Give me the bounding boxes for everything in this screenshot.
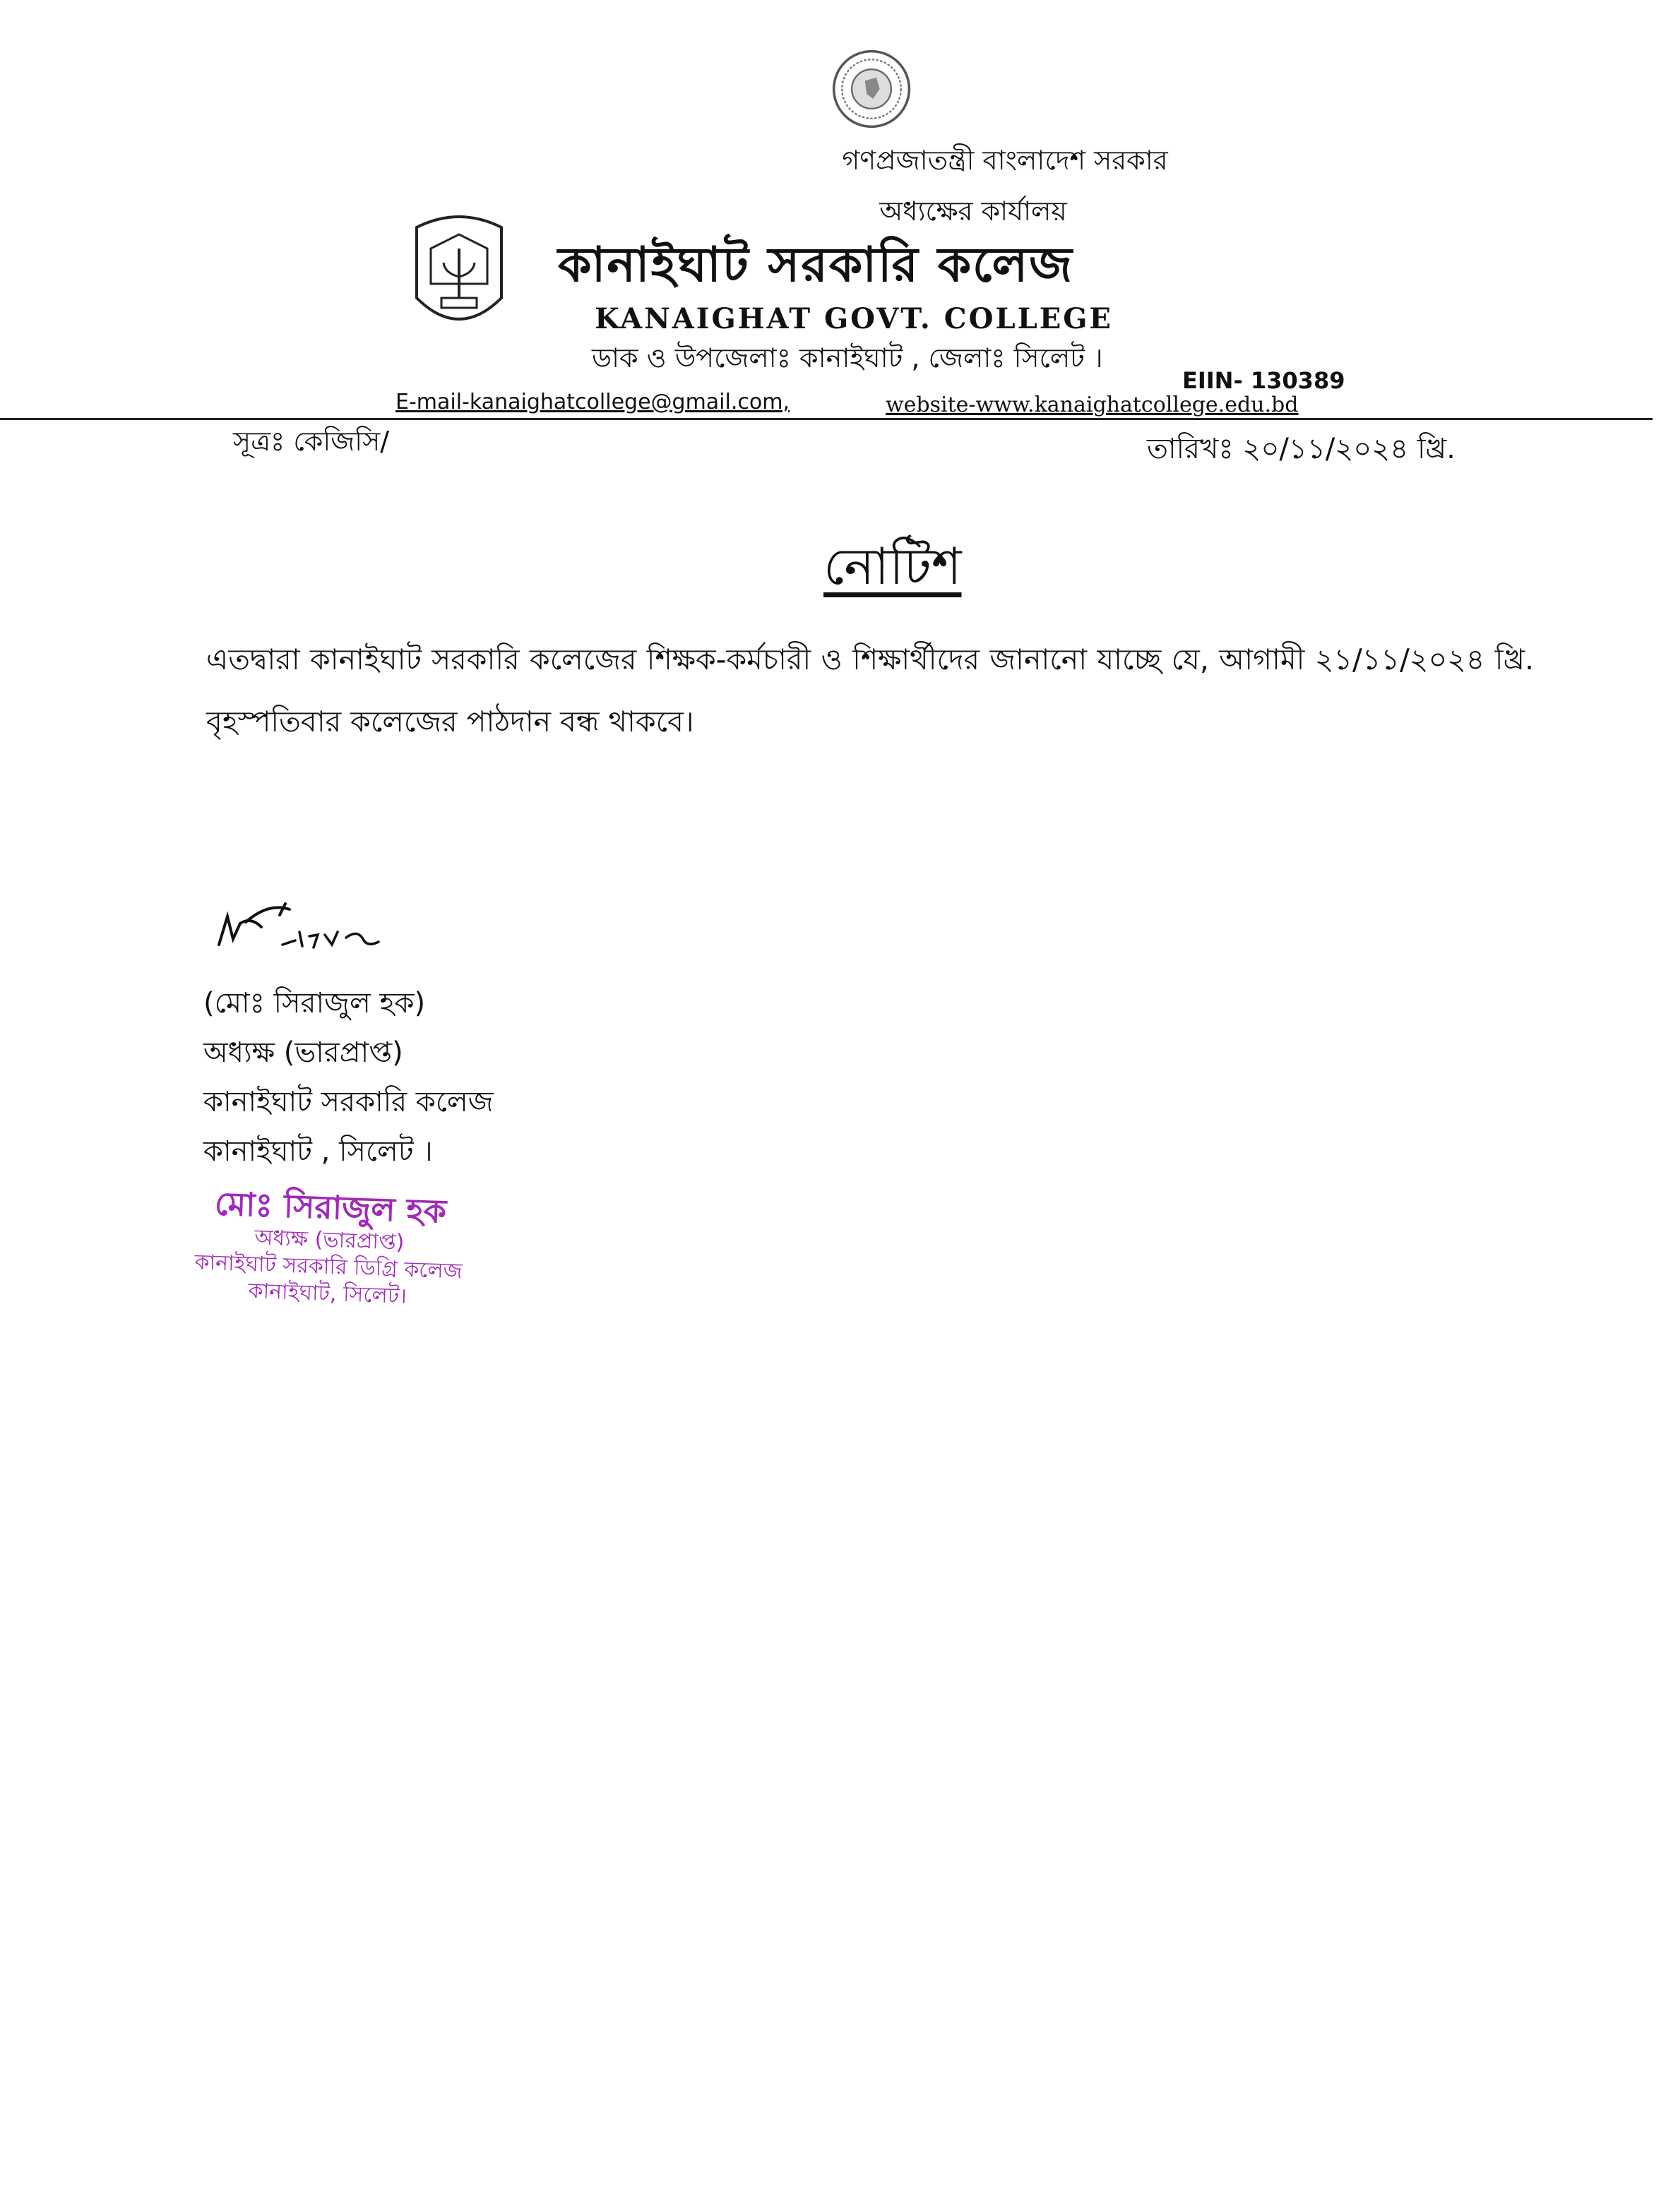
stamp-name: মোঃ সিরাজুল হক bbox=[214, 1184, 447, 1231]
stamp-location: কানাইঘাট, সিলেট। bbox=[247, 1279, 407, 1309]
college-address: ডাক ও উপজেলাঃ কানাইঘাট , জেলাঃ সিলেট । bbox=[592, 342, 1103, 373]
signatory-institution: কানাইঘাট সরকারি কলেজ bbox=[203, 1086, 494, 1118]
signatory-location: কানাইঘাট , সিলেট । bbox=[203, 1135, 433, 1168]
email-address: E-mail-kanaighatcollege@gmail.com, bbox=[395, 390, 790, 414]
notice-body: এতদ্বারা কানাইঘাট সরকারি কলেজের শিক্ষক-কর্মচারী ও শিক্ষার্থীদের জানানো যাচ্ছে যে, আগামী ২১/১১/২০২৪ খ্রি. বৃহস্পতিবার কলেজের পাঠদান বন্ধ থাকবে। bbox=[206, 642, 1534, 739]
college-logo-icon bbox=[403, 206, 516, 347]
notice-date: তারিখঃ ২০/১১/২০২৪ খ্রি. bbox=[1147, 433, 1456, 465]
eiin-number: EIIN- 130389 bbox=[1182, 367, 1345, 394]
government-name: গণপ্রজাতন্ত্রী বাংলাদেশ সরকার bbox=[842, 145, 1168, 176]
handwritten-signature bbox=[212, 895, 395, 959]
college-name-bangla: কানাইঘাট সরকারি কলেজ bbox=[558, 237, 1073, 293]
signatory-name: (মোঃ সিরাজুল হক) bbox=[203, 987, 426, 1020]
government-seal-icon bbox=[831, 48, 912, 130]
stamp-designation: অধ্যক্ষ (ভারপ্রাপ্ত) bbox=[254, 1225, 405, 1255]
header-divider bbox=[0, 418, 1653, 420]
official-stamp bbox=[157, 1182, 501, 1314]
reference-number: সূত্রঃ কেজিসি/ bbox=[233, 426, 390, 457]
website-address: website-www.kanaighatcollege.edu.bd bbox=[886, 393, 1299, 417]
office-name: অধ্যক্ষের কার্যালয় bbox=[879, 196, 1067, 227]
notice-title: নোটিশ bbox=[823, 537, 962, 596]
college-name-english: KANAIGHAT GOVT. COLLEGE bbox=[595, 302, 1113, 335]
signatory-block bbox=[203, 979, 494, 1176]
stamp-institution: কানাইঘাট সরকারি ডিগ্রি কলেজ bbox=[194, 1250, 463, 1284]
signatory-designation: অধ্যক্ষ (ভারপ্রাপ্ত) bbox=[203, 1036, 403, 1069]
